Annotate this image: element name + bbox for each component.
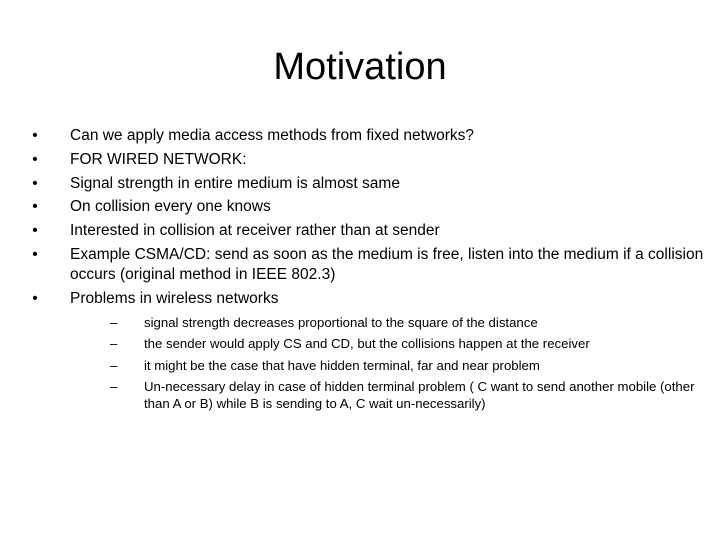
bullet-marker: • — [32, 289, 38, 307]
sub-bullet-text: signal strength decreases proportional to the square of the distance — [144, 314, 538, 330]
sub-bullet-marker: – — [110, 357, 118, 373]
bullet-text: Example CSMA/CD: send as soon as the medium is free, listen into the medium if a collision occurs (original method in IEEE 802.3) — [70, 245, 704, 283]
sub-bullet-item — [110, 357, 710, 374]
bullet-text: Interested in collision at receiver rather than at sender — [70, 222, 440, 240]
slide-title: Motivation — [273, 46, 447, 88]
sub-bullet-text: the sender would apply CS and CD, but the collisions happen at the receiver — [144, 336, 590, 352]
bullet-text: Can we apply media access methods from fixed networks? — [70, 127, 475, 144]
sub-bullet-marker: – — [110, 336, 118, 352]
bullet-text: On collision every one knows — [70, 198, 271, 216]
sub-bullet-list — [110, 314, 710, 413]
sub-bullet-marker: – — [110, 314, 118, 330]
bullet-marker: • — [32, 150, 38, 168]
bullet-item — [30, 150, 710, 170]
bullet-item — [30, 245, 710, 285]
bullet-text: FOR WIRED NETWORK: — [70, 150, 247, 168]
bullet-marker: • — [32, 198, 38, 216]
bullet-marker: • — [32, 174, 38, 192]
bullet-text: Problems in wireless networks — [70, 289, 279, 307]
bullet-item — [30, 197, 710, 217]
bullet-item — [30, 174, 710, 194]
bullet-marker: • — [32, 222, 38, 240]
bullet-list — [30, 126, 710, 412]
bullet-item — [30, 126, 710, 146]
sub-bullet-text: it might be the case that have hidden terminal, far and near problem — [144, 357, 540, 373]
bullet-marker: • — [32, 127, 38, 144]
sub-bullet-item — [110, 314, 710, 331]
sub-bullet-item — [110, 335, 710, 352]
bullet-text: Signal strength in entire medium is almost same — [70, 174, 400, 192]
bullet-item — [30, 221, 710, 241]
bullet-item — [30, 289, 710, 412]
sub-bullet-item — [110, 378, 710, 412]
bullet-marker: • — [32, 245, 38, 263]
sub-bullet-marker: – — [110, 379, 118, 395]
sub-bullet-text: Un-necessary delay in case of hidden terminal problem ( C want to send another mobile (other than A or B) while B is sending to A, C wait un-necessarily) — [144, 379, 695, 412]
